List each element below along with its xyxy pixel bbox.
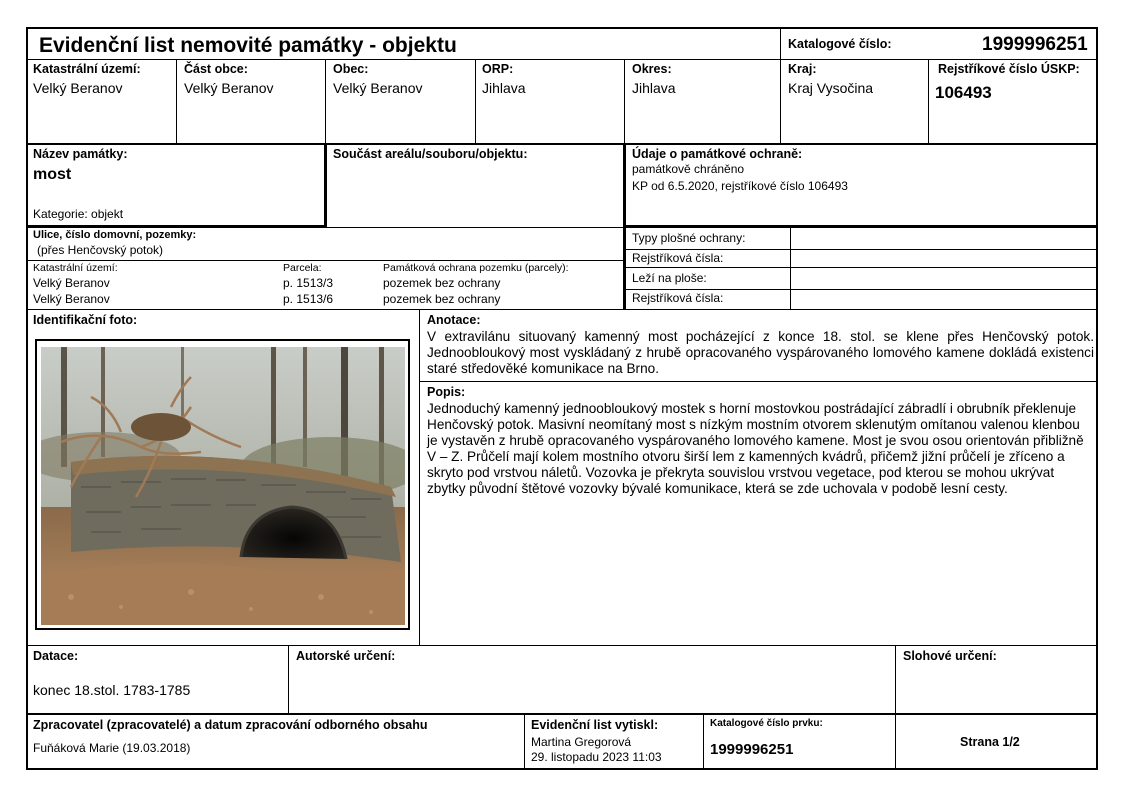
- cast-obce-label: Část obce:: [184, 62, 248, 76]
- rejstrik-label: Rejstříkové číslo ÚSKP:: [938, 62, 1080, 76]
- katastr-value: Velký Beranov: [33, 80, 123, 96]
- kraj-label: Kraj:: [788, 62, 817, 76]
- ulice-label: Ulice, číslo domovní, pozemky:: [33, 229, 197, 241]
- nazev-value: most: [33, 166, 72, 183]
- autor-label: Autorské určení:: [296, 649, 396, 663]
- obec-value: Velký Beranov: [333, 80, 423, 96]
- popis-label: Popis:: [427, 385, 466, 399]
- rejstrikova-cisla-label-2: Rejstříková čísla:: [632, 291, 724, 305]
- ulice-value: (přes Henčovský potok): [37, 243, 164, 257]
- parcel-row-ochrana: pozemek bez ochrany: [383, 292, 501, 306]
- datace-value: konec 18.stol. 1783-1785: [33, 682, 191, 698]
- popis-text: Jednoduchý kamenný jednoobloukový mostek s horní mostovkou postrádající zábradlí i obrubník překlenuje Henčovský potok. Masivní neomítaný most s nízkým mostním otvorem sklenutým omítanou valenou klenbou je vystavěn z hrubě opracovaného vyspárovaného lomového kamene. Most je svou osou orientován přibližně V – Z. Průčelí mají kolem mostního otvoru širší lem z kamenných kvádrů, přičemž jižní průčelí je zříceno a skryto pod vrstvou náletů. Vozovka je překryta souvislou vrstvou vegetace, pod kterou se mohou ukrývat zbytky původní štětové vozovky bývalé komunikace, která se zde uchovala v podobě lesní cesty.: [427, 401, 1084, 496]
- datace-label: Datace:: [33, 649, 79, 663]
- catalog-item-value: 1999996251: [710, 741, 794, 758]
- photo-label: Identifikační foto:: [33, 313, 138, 327]
- printed-date: 29. listopadu 2023 11:03: [531, 750, 662, 764]
- katastr-label: Katastrální území:: [33, 62, 141, 76]
- typy-ochrany-label: Typy plošné ochrany:: [632, 231, 746, 245]
- nazev-label: Název památky:: [33, 147, 128, 161]
- okres-label: Okres:: [632, 62, 672, 76]
- catalog-item-label: Katalogové číslo prvku:: [710, 718, 823, 729]
- parcel-row-ochrana: pozemek bez ochrany: [383, 276, 501, 290]
- parcel-header-katastr: Katastrální území:: [33, 262, 118, 274]
- anotace-text: V extravilánu situovaný kamenný most pocházející z konce 18. stol. se klene přes Henčovský potok. Jednoobloukový most vyskládaný z hrubě opracovaného vyspárovaného lomového kamene dokládá existenci staré středověké komunikace na Brno.: [427, 329, 1094, 376]
- page-number: Strana 1/2: [960, 735, 1020, 749]
- ochrana-line1: památkově chráněno: [632, 162, 745, 176]
- printed-name: Martina Gregorová: [531, 735, 632, 749]
- parcel-row-katastr: Velký Beranov: [33, 276, 110, 290]
- obec-label: Obec:: [333, 62, 369, 76]
- processor-label: Zpracovatel (zpracovatelé) a datum zpracování odborného obsahu: [33, 718, 428, 732]
- orp-value: Jihlava: [482, 80, 526, 96]
- identification-photo: [41, 347, 405, 625]
- processor-value: Fuňáková Marie (19.03.2018): [33, 741, 191, 755]
- parcel-header-parcela: Parcela:: [283, 262, 322, 274]
- cast-obce-value: Velký Beranov: [184, 80, 274, 96]
- rejstrikova-cisla-label: Rejstříková čísla:: [632, 251, 724, 265]
- catalog-label: Katalogové číslo:: [788, 37, 892, 51]
- ochrana-line2: KP od 6.5.2020, rejstříkové číslo 106493: [632, 179, 848, 193]
- kraj-value: Kraj Vysočina: [788, 80, 874, 96]
- catalog-number: 1999996251: [982, 34, 1088, 55]
- soucast-label: Součást areálu/souboru/objektu:: [333, 147, 528, 161]
- lezi-na-plose-label: Leží na ploše:: [632, 271, 707, 285]
- sloh-label: Slohové určení:: [903, 649, 997, 663]
- parcel-row-parcela: p. 1513/3: [283, 276, 334, 290]
- kategorie: Kategorie: objekt: [33, 207, 124, 221]
- document-title: Evidenční list nemovité památky - objektu: [39, 34, 457, 57]
- rejstrik-value: 106493: [935, 83, 992, 102]
- anotace-label: Anotace:: [427, 313, 481, 327]
- parcel-row-katastr: Velký Beranov: [33, 292, 110, 306]
- orp-label: ORP:: [482, 62, 514, 76]
- parcel-row-parcela: p. 1513/6: [283, 292, 334, 306]
- printed-label: Evidenční list vytiskl:: [531, 718, 659, 732]
- parcel-header-ochrana: Památková ochrana pozemku (parcely):: [383, 262, 569, 274]
- okres-value: Jihlava: [632, 80, 676, 96]
- ochrana-label: Údaje o památkové ochraně:: [632, 147, 803, 161]
